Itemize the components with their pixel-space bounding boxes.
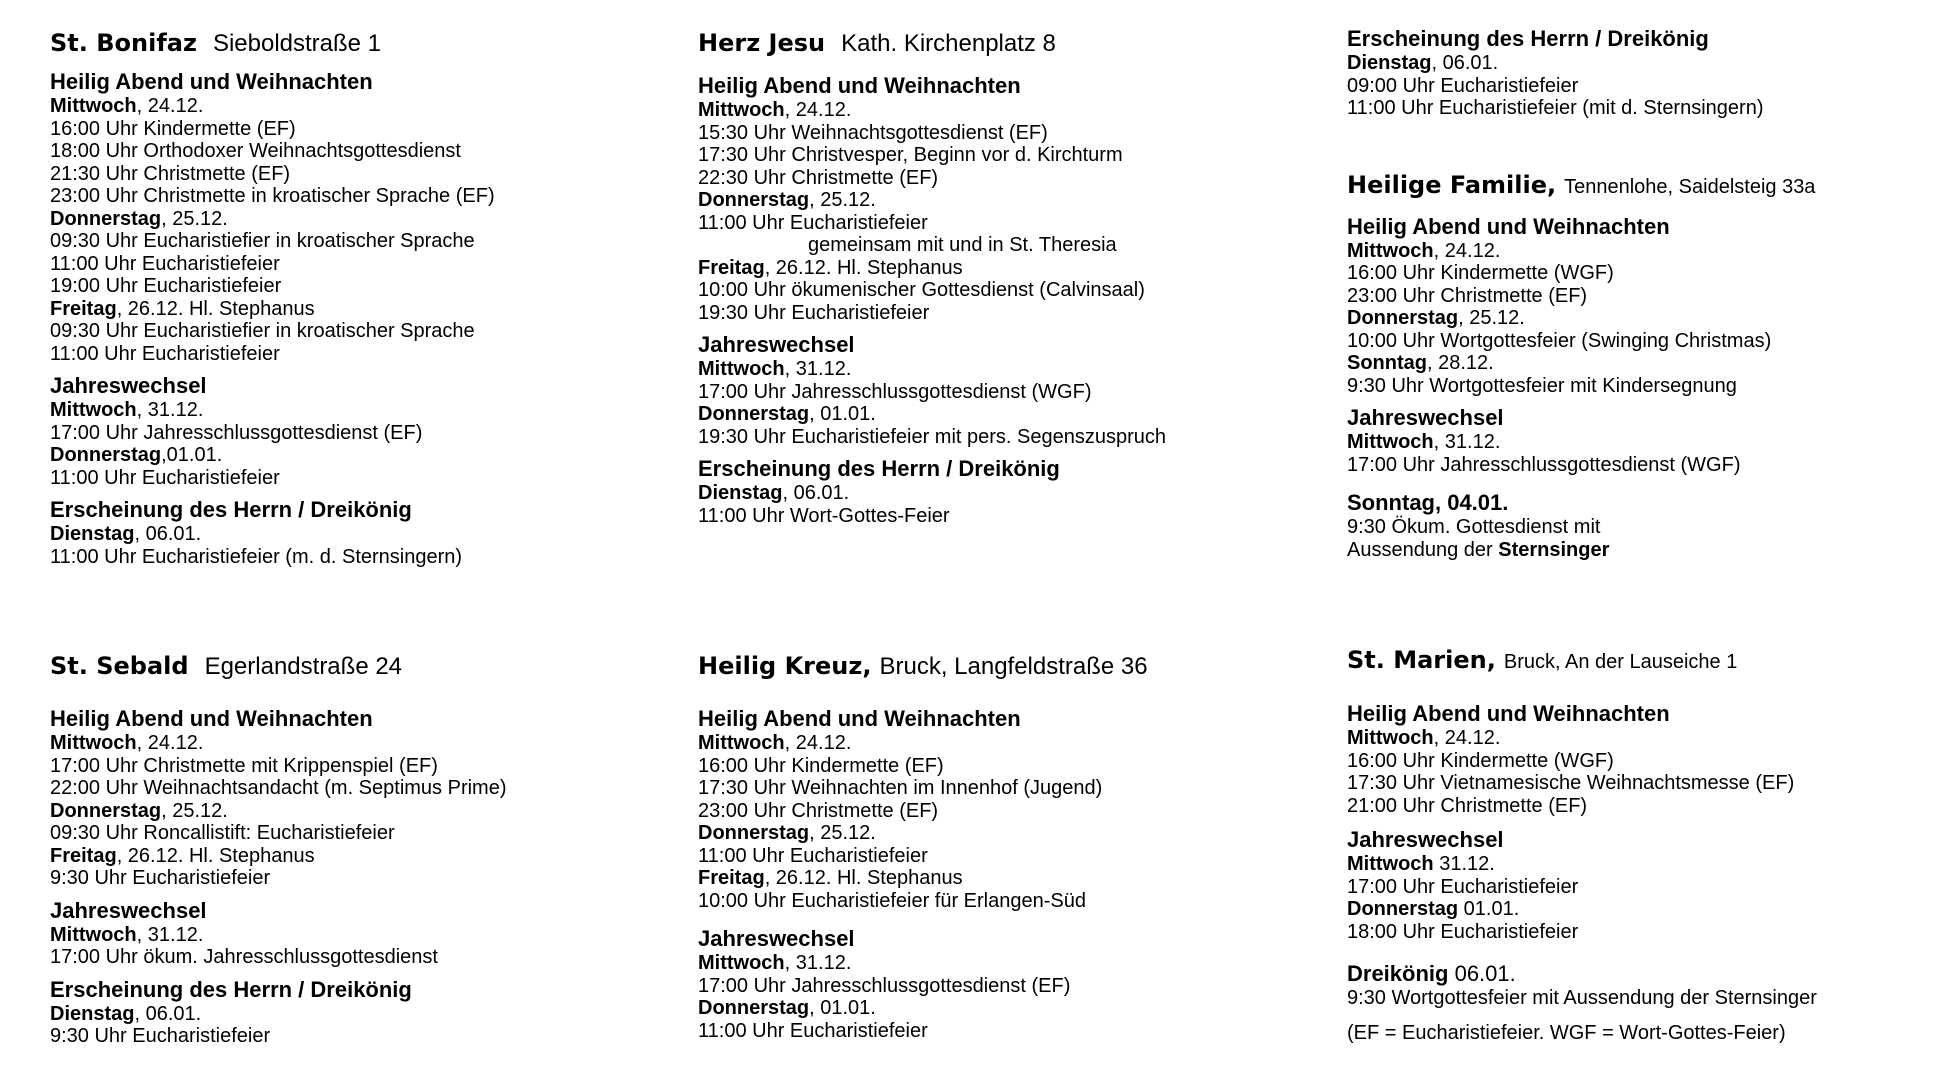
day-line: Donnerstag, 25.12. [698, 189, 876, 211]
section-title: Erscheinung des Herrn / Dreikönig [698, 456, 1060, 481]
service-line: 9:30 Ökum. Gottesdienst mit [1347, 516, 1601, 538]
service-line: 11:00 Uhr Eucharistiefeier [50, 466, 280, 489]
service-line: 09:30 Uhr Roncallistift: Eucharistiefeier [50, 822, 395, 844]
day-line: Mittwoch, 31.12. [698, 358, 852, 380]
section-title: Jahreswechsel [1347, 405, 1504, 430]
section-title: Heilig Abend und Weihnachten [50, 706, 373, 731]
service-line: 10:00 Uhr Wortgottesfeier (Swinging Christmas) [1347, 329, 1772, 352]
church-marien [1347, 645, 1817, 1044]
day-line: Donnerstag, 25.12. [698, 822, 876, 844]
section-title: Erscheinung des Herrn / Dreikönig [50, 497, 412, 522]
service-line: 17:00 Uhr Jahresschlussgottesdienst (WGF) [1347, 453, 1741, 476]
section-title: Heilig Abend und Weihnachten [698, 73, 1021, 98]
service-line: 19:00 Uhr Eucharistiefeier [50, 275, 282, 297]
day-line: Mittwoch, 24.12. [50, 732, 204, 754]
service-line: 11:00 Uhr Eucharistiefeier [50, 252, 280, 275]
church-address: Tennenlohe, Saidelsteig 33a [1564, 175, 1816, 198]
service-line: 11:00 Uhr Eucharistiefeier [698, 211, 928, 234]
service-line: gemeinsam mit und in St. Theresia [808, 234, 1117, 256]
section-title: Erscheinung des Herrn / Dreikönig [50, 976, 412, 1002]
service-line: 9:30 Uhr Eucharistiefeier [50, 867, 271, 889]
service-line: 11:00 Uhr Eucharistiefeier [698, 1019, 928, 1042]
service-line: 17:30 Uhr Christvesper, Beginn vor d. Kirchturm [698, 144, 1123, 166]
church-bonifaz [50, 28, 495, 568]
day-line: Donnerstag,01.01. [50, 444, 223, 466]
service-line: 9:30 Uhr Eucharistiefeier [50, 1025, 271, 1047]
church-heilig-kreuz [698, 651, 1148, 1042]
service-line: 17:30 Uhr Weihnachten im Innenhof (Jugend) [698, 777, 1103, 799]
day-line: Mittwoch, 31.12. [698, 952, 852, 974]
day-line: Mittwoch, 24.12. [50, 95, 204, 117]
service-line: 10:00 Uhr Eucharistiefeier für Erlangen-Süd [698, 889, 1086, 912]
service-line: 18:00 Uhr Orthodoxer Weihnachtsgottesdienst [50, 140, 461, 162]
service-line: 11:00 Uhr Eucharistiefeier (m. d. Sternsingern) [50, 545, 463, 568]
service-line: 16:00 Uhr Kindermette (EF) [50, 117, 296, 140]
service-line: 09:00 Uhr Eucharistiefeier [1347, 74, 1579, 97]
service-line: 16:00 Uhr Kindermette (WGF) [1347, 262, 1614, 284]
day-line: Mittwoch, 24.12. [1347, 727, 1501, 749]
service-line: 23:00 Uhr Christmette (EF) [698, 799, 939, 822]
day-line: Mittwoch, 31.12. [1347, 431, 1501, 453]
service-line: 09:30 Uhr Eucharistiefier in kroatischer Sprache [50, 230, 475, 252]
service-line: 9:30 Wortgottesfeier mit Aussendung der Sternsinger [1347, 987, 1817, 1009]
section-title: Heilig Abend und Weihnachten [50, 69, 373, 94]
church-address: Kath. Kirchenplatz 8 [841, 30, 1056, 57]
day-line: Dienstag, 06.01. [50, 1002, 202, 1025]
section-title: Jahreswechsel [1347, 827, 1504, 852]
church-title: St. Bonifaz Sieboldstraße 1 [50, 29, 382, 57]
section-title: Heilig Abend und Weihnachten [1347, 701, 1670, 726]
service-line: 10:00 Uhr ökumenischer Gottesdienst (Calvinsaal) [698, 279, 1145, 301]
section-title: Jahreswechsel [50, 373, 207, 398]
service-line: 19:30 Uhr Eucharistiefeier mit pers. Segenszuspruch [698, 425, 1167, 448]
day-line: Freitag, 26.12. Hl. Stephanus [698, 867, 963, 889]
day-line: Donnerstag, 25.12. [50, 207, 228, 230]
service-line: 19:30 Uhr Eucharistiefeier [698, 301, 930, 324]
day-line: Dienstag, 06.01. [50, 523, 202, 545]
service-line: 15:30 Uhr Weihnachtsgottesdienst (EF) [698, 121, 1048, 144]
section-title: Jahreswechsel [50, 897, 207, 923]
service-line: 11:00 Uhr Eucharistiefeier (mit d. Sternsingern) [1347, 97, 1764, 119]
church-title: Heilig Kreuz, Bruck, Langfeldstraße 36 [698, 652, 1148, 680]
day-line: Donnerstag, 25.12. [50, 799, 228, 822]
service-line: 17:30 Uhr Vietnamesische Weihnachtsmesse (EF) [1347, 772, 1795, 794]
section-title: Jahreswechsel [698, 332, 855, 357]
day-line: Donnerstag, 01.01. [698, 997, 876, 1019]
legend: (EF = Eucharistiefeier. WGF = Wort-Gottes-Feier) [1347, 1021, 1786, 1044]
day-line: Mittwoch, 31.12. [50, 399, 204, 421]
day-line: Donnerstag, 01.01. [698, 403, 876, 425]
service-line: 17:00 Uhr Eucharistiefeier [1347, 875, 1579, 898]
service-line: 11:00 Uhr Eucharistiefeier [50, 342, 280, 365]
day-line: Mittwoch, 31.12. [50, 923, 204, 946]
service-line: 23:00 Uhr Christmette in kroatischer Sprache (EF) [50, 185, 495, 207]
day-line: Mittwoch, 24.12. [698, 99, 852, 121]
service-line: 17:00 Uhr Jahresschlussgottesdienst (EF) [698, 974, 1071, 997]
day-line: Donnerstag 01.01. [1347, 898, 1520, 920]
church-address: Bruck, An der Lauseiche 1 [1503, 651, 1738, 673]
section-title: Dreikönig 06.01. [1347, 961, 1516, 986]
church-address: Egerlandstraße 24 [204, 653, 403, 680]
service-line: 11:00 Uhr Wort-Gottes-Feier [698, 504, 950, 527]
service-line: 18:00 Uhr Eucharistiefeier [1347, 920, 1579, 943]
service-line: Aussendung der Sternsinger [1347, 538, 1610, 561]
service-line: 9:30 Uhr Wortgottesfeier mit Kindersegnung [1347, 374, 1737, 397]
day-line: Mittwoch, 24.12. [698, 732, 852, 754]
church-address: Sieboldstraße 1 [212, 30, 382, 57]
day-line: Sonntag, 28.12. [1347, 352, 1494, 374]
day-line: Dienstag, 06.01. [698, 482, 850, 504]
service-line: 11:00 Uhr Eucharistiefeier [698, 844, 928, 867]
section-title: Heilig Abend und Weihnachten [1347, 213, 1670, 239]
service-line: 17:00 Uhr Jahresschlussgottesdienst (WGF) [698, 380, 1092, 403]
section-title: Jahreswechsel [698, 926, 855, 951]
church-herz-jesu [698, 28, 1166, 527]
service-line: 09:30 Uhr Eucharistiefier in kroatischer Sprache [50, 320, 475, 342]
church-address: Bruck, Langfeldstraße 36 [879, 653, 1148, 680]
service-line: 23:00 Uhr Christmette (EF) [1347, 284, 1588, 307]
church-sebald [50, 651, 507, 1048]
day-line: Freitag, 26.12. Hl. Stephanus [698, 256, 963, 279]
day-line: Donnerstag, 25.12. [1347, 307, 1525, 329]
church-title: Heilige Familie, Tennenlohe, Saidelsteig 33a [1347, 170, 1816, 199]
service-line: 16:00 Uhr Kindermette (WGF) [1347, 749, 1614, 772]
service-line: 21:00 Uhr Christmette (EF) [1347, 794, 1588, 817]
day-line: Mittwoch, 24.12. [1347, 239, 1501, 262]
church-title: St. Marien, Bruck, An der Lauseiche 1 [1347, 646, 1738, 674]
section-title: Heilig Abend und Weihnachten [698, 706, 1021, 731]
section-title: Sonntag, 04.01. [1347, 490, 1509, 515]
day-line: Freitag, 26.12. Hl. Stephanus [50, 297, 315, 320]
day-line: Freitag, 26.12. Hl. Stephanus [50, 844, 315, 867]
service-line: 22:30 Uhr Christmette (EF) [698, 166, 939, 189]
service-line: 17:00 Uhr Christmette mit Krippenspiel (EF) [50, 754, 438, 777]
day-line: Dienstag, 06.01. [1347, 52, 1499, 74]
section-title: Erscheinung des Herrn / Dreikönig [1347, 26, 1709, 51]
service-line: 16:00 Uhr Kindermette (EF) [698, 754, 944, 777]
church-title: Herz Jesu Kath. Kirchenplatz 8 [698, 29, 1056, 57]
service-line: 17:00 Uhr Jahresschlussgottesdienst (EF) [50, 421, 423, 444]
service-line: 17:00 Uhr ökum. Jahresschlussgottesdienst [50, 946, 438, 968]
service-line: 22:00 Uhr Weihnachtsandacht (m. Septimus Prime) [50, 777, 507, 799]
service-line: 21:30 Uhr Christmette (EF) [50, 162, 291, 185]
church-familie [1347, 26, 1815, 561]
day-line: Mittwoch 31.12. [1347, 853, 1495, 875]
church-title: St. Sebald Egerlandstraße 24 [50, 652, 403, 680]
